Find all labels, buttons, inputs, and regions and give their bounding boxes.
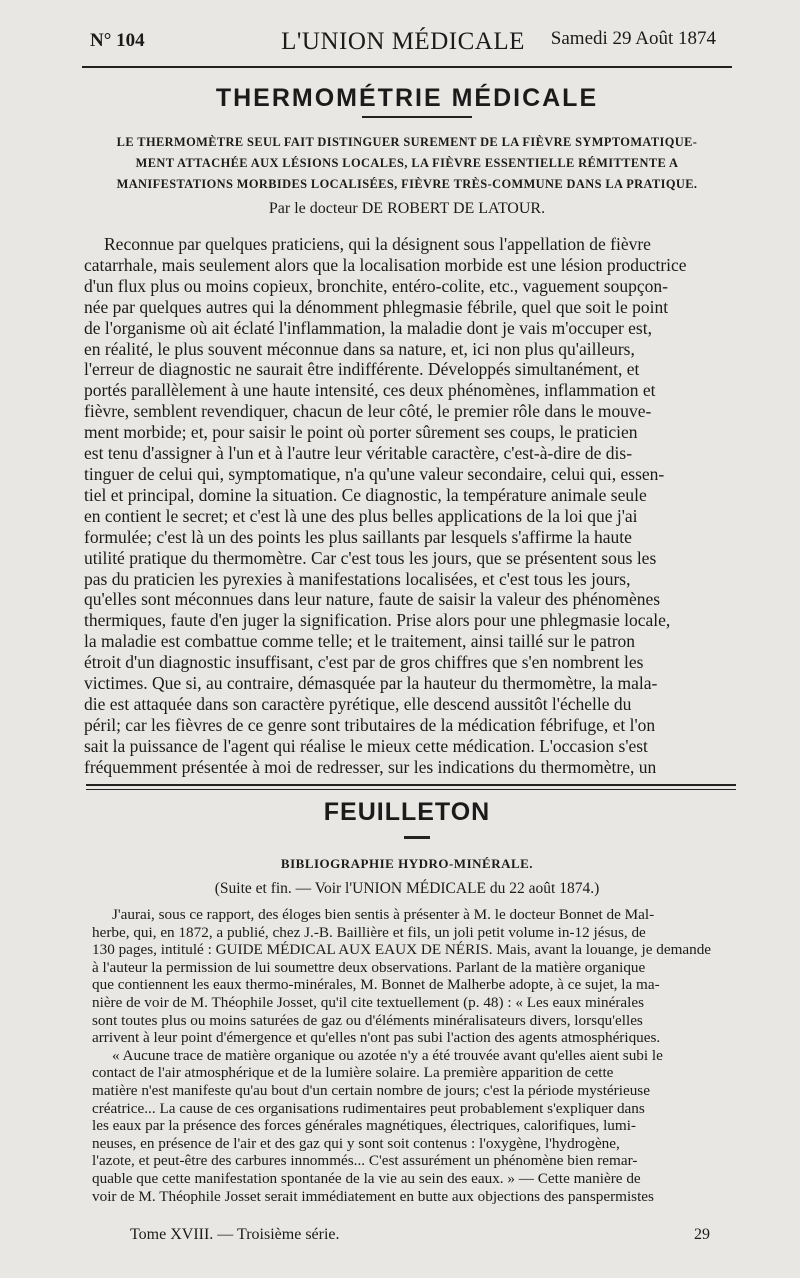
text-line: les eaux par la présence des forces générales magnétiques, électriques, calorifiques, lumi- [92, 1117, 636, 1135]
text-line: sait la puissance de l'agent qui réalise le mieux cette médication. L'occasion s'est [84, 735, 648, 756]
title-rule [362, 116, 472, 118]
text-line: thermiques, faute d'en juger la signification. Prise alors pour une phlegmasie locale, [84, 610, 671, 631]
text-line: péril; car les fièvres de ce genre sont tributaires de la médication fébrifuge, et l'on [84, 714, 656, 735]
text-line: Reconnue par quelques praticiens, qui la désignent sous l'appellation de fièvre [104, 234, 651, 254]
page-number: 29 [694, 1226, 710, 1243]
text-line: « Aucune trace de matière organique ou azotée n'y a été trouvée avant qu'elles aient subi le [112, 1046, 663, 1064]
text-line: arrivent à leur point d'émergence et qu'elles n'ont pas subi l'action des agents atmosphériques. [92, 1029, 661, 1047]
section-rule [86, 784, 736, 786]
subtitle-line: LE THERMOMÈTRE SEUL FAIT DISTINGUER SUREMENT DE LA FIÈVRE SYMPTOMATIQUE- [116, 135, 698, 149]
feuilleton-continuation: (Suite et fin. — Voir l'UNION MÉDICALE du 22 août 1874.) [214, 880, 600, 897]
text-line: tiel et principal, domine la situation. Ce diagnostic, la température animale seule [84, 484, 647, 505]
text-line: l'erreur de diagnostic ne saurait être indifférente. Développés simultanément, et [84, 359, 640, 380]
article-byline: Par le docteur DE ROBERT DE LATOUR. [268, 200, 546, 217]
text-line: fièvre, semblent revendiquer, chacun de leur côté, le premier rôle dans le mouve- [84, 401, 652, 422]
article-title: THERMOMÉTRIE MÉDICALE [215, 84, 599, 112]
text-line: herbe, qui, en 1872, a publié, chez J.-B. Baillière et fils, un joli petit volume in-12 jésus, de [92, 923, 646, 941]
feuilleton-rule [404, 836, 430, 839]
page-footer [130, 1226, 710, 1250]
text-line: nière de voir de M. Théophile Josset, qu'il cite textuellement (p. 48) : « Les eaux minérales [92, 993, 645, 1011]
article-body [84, 234, 734, 778]
feuilleton-body [92, 906, 738, 1205]
text-line: matière n'est manifeste qu'au bout d'un certain nombre de jours; c'est la période mystérieuse [92, 1081, 650, 1099]
text-line: étroit d'un diagnostic insuffisant, c'est par de gros chiffres que s'en nombrent les [84, 652, 644, 673]
subtitle-line: MANIFESTATIONS MORBIDES LOCALISÉES, FIÈVRE TRÈS-COMMUNE DANS LA PRATIQUE. [116, 177, 698, 191]
text-line: formulée; c'est là un des points les plus saillants par lesquels s'affirme la haute [84, 526, 632, 547]
text-line: die est attaquée dans son caractère pyrétique, elle descend aussitôt l'échelle du [84, 693, 632, 714]
text-line: d'un flux plus ou moins copieux, bronchite, entéro-colite, etc., vaguement soupçon- [84, 275, 668, 296]
article-subtitle [76, 132, 738, 195]
text-line: créatrice... La cause de ces organisations rudimentaires peut probablement s'expliquer dans [92, 1099, 645, 1117]
text-line: la maladie est combattue comme telle; et le traitement, ainsi taillé sur le patron [84, 631, 636, 652]
text-line: catarrhale, mais seulement alors que la localisation morbide est une lésion productrice [84, 254, 687, 275]
text-line: en contient le secret; et c'est là une des plus belles applications de la loi que j'ai [84, 505, 638, 526]
text-line: fréquemment présentée à moi de redresser, sur les indications du thermomètre, un [84, 756, 657, 777]
text-line: voir de M. Théophile Josset serait immédiatement en butte aux objections des panspermistes [92, 1187, 654, 1205]
text-line: utilité pratique du thermomètre. Car c'est tous les jours, que se présentent sous les [84, 547, 657, 568]
text-line: portés parallèlement à une haute intensité, ces deux phénomènes, inflammation et [84, 380, 656, 401]
feuilleton-section: BIBLIOGRAPHIE HYDRO-MINÉRALE. [280, 856, 534, 871]
text-line: neuses, en présence de l'air et des gaz qui y sont soit contenus : l'oxygène, l'hydrogène, [92, 1134, 620, 1152]
issue-date: Samedi 29 Août 1874 [550, 28, 716, 49]
section-rule [86, 789, 736, 790]
text-line: sont toutes plus ou moins saturées de gaz ou d'éléments minéralisateurs divers, lorsqu'elles [92, 1011, 643, 1029]
header-rule [82, 66, 732, 68]
text-line: victimes. Que si, au contraire, démasquée par la hauteur du thermomètre, la mala- [84, 673, 658, 694]
text-line: en réalité, le plus souvent méconnue dans sa nature, et, ici non plus qu'ailleurs, [84, 338, 635, 359]
text-line: est tenu d'assigner à l'un et à l'autre leur véritable caractère, c'est-à-dire de dis- [84, 443, 633, 464]
text-line: quable que cette manifestation spontanée de la vie au sein des eaux. » — Cette manière de [92, 1169, 641, 1187]
text-line: ment morbide; et, pour saisir le point où porter sûrement ses coups, le praticien [84, 422, 638, 443]
text-line: née par quelques autres qui la dénomment phlegmasie fébrile, quel que soit le point [84, 296, 669, 317]
volume-info: Tome XVIII. — Troisième série. [130, 1226, 340, 1243]
text-line: qu'elles sont méconnues dans leur nature, faute de saisir la valeur des phénomènes [84, 589, 661, 610]
text-line: J'aurai, sous ce rapport, des éloges bien sentis à présenter à M. le docteur Bonnet de Mal- [112, 906, 655, 923]
feuilleton-title: FEUILLETON [323, 798, 491, 826]
text-line: que contiennent les eaux thermo-minérales, M. Bonnet de Malherbe adopte, à ce sujet, la ma- [92, 976, 660, 994]
subtitle-line: MENT ATTACHÉE AUX LÉSIONS LOCALES, LA FIÈVRE ESSENTIELLE RÉMITTENTE A [135, 156, 679, 170]
issue-number: N° 104 [90, 30, 145, 51]
journal-title: L'UNION MÉDICALE [281, 28, 525, 55]
text-line: contact de l'air atmosphérique et de la lumière solaire. La première apparition de cette [92, 1064, 614, 1082]
text-line: de l'organisme où ait éclaté l'inflammation, la maladie dont je vais m'occuper est, [84, 317, 652, 338]
text-line: l'azote, et peut-être des carbures innommés... C'est assurément un phénomène bien remar- [92, 1152, 638, 1170]
text-line: tinguer de celui qui, symptomatique, n'a qu'une valeur secondaire, celui qui, essen- [84, 463, 665, 484]
text-line: pas du praticien les pyrexies à manifestations localisées, et c'est tous les jours, [84, 568, 631, 589]
text-line: 130 pages, intitulé : GUIDE MÉDICAL AUX EAUX DE NÉRIS. Mais, avant la louange, je demande [92, 941, 712, 959]
text-line: à l'auteur la permission de lui soumettre deux observations. Parlant de la matière organique [92, 958, 646, 976]
running-head [90, 22, 716, 56]
